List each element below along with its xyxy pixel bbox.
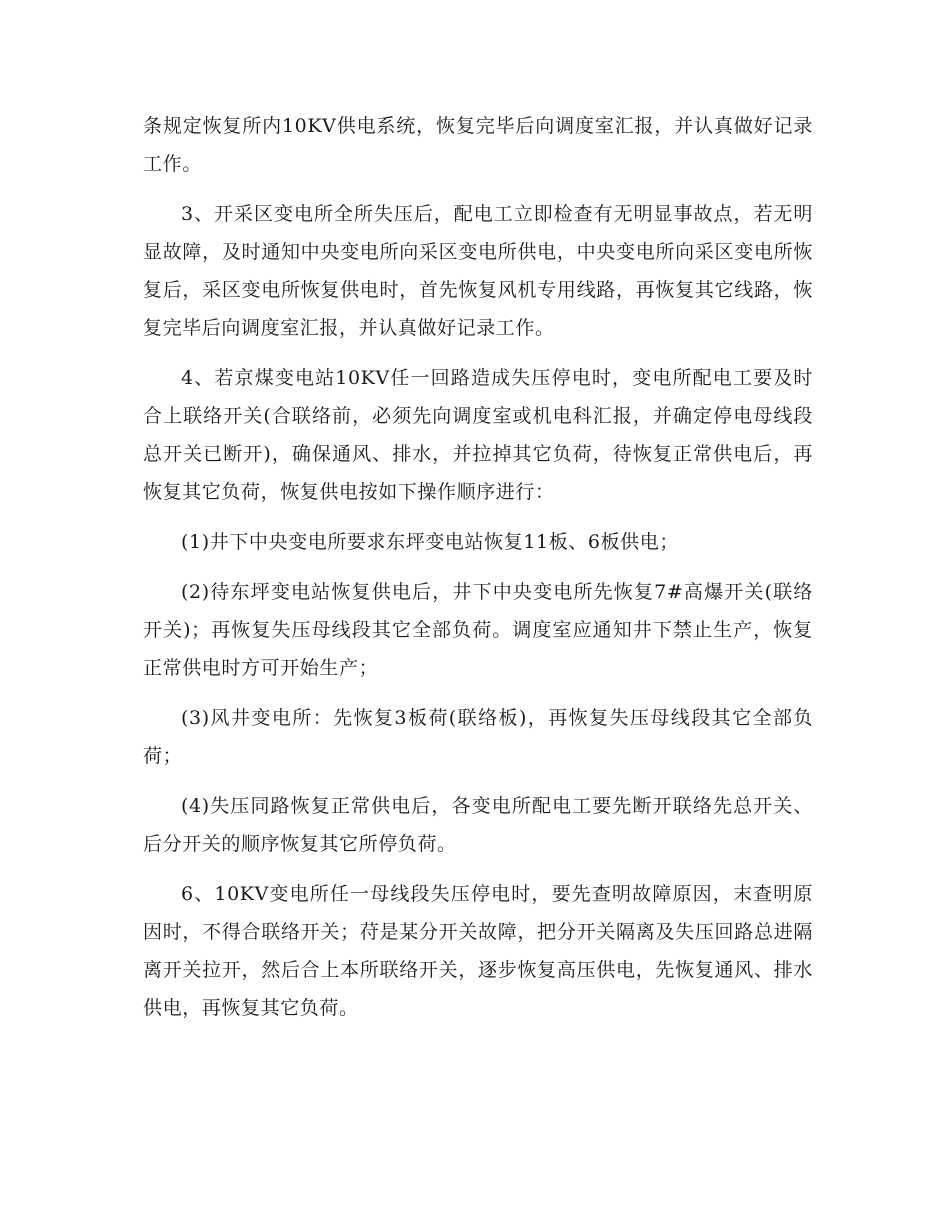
paragraph-subitem-1: (1)井下中央变电所要求东坪变电站恢复11板、6板供电； (181, 531, 679, 553)
paragraph-item-3: 3、开采区变电所全所失压后，配电工立即检查有无明显事故点，若无明显故障，及时通知中央变电所向采区变电所供电，中央变电所向采区变电所恢复后，采区变电所恢复供电时，首先恢复风机专用线路，再恢复其它线路，恢复完毕后向调度室汇报，并认真做好记录工作。 (143, 203, 813, 339)
paragraph-subitem-4: (4)失压同路恢复正常供电后，各变电所配电工要先断开联络先总开关、后分开关的顺序恢复其它所停负荷。 (143, 795, 813, 855)
paragraph-item-4: 4、若京煤变电站10KV任一回路造成失压停电时，变电所配电工要及时合上联络开关(合联络前，必须先向调度室或机电科汇报，并确定停电母线段总开关已断开)，确保通风、排水，并拉掉其它负荷，待恢复正常供电后，再恢复其它负荷，恢复供电按如下操作顺序进行： (143, 367, 813, 503)
paragraph-subitem-2: (2)待东坪变电站恢复供电后，井下中央变电所先恢复7#高爆开关(联络开关)；再恢复失压母线段其它全部负荷。调度室应通知井下禁止生产，恢复正常供电时方可开始生产； (143, 581, 813, 679)
paragraph-continuation: 条规定恢复所内10KV供电系统，恢复完毕后向调度室汇报，并认真做好记录工作。 (143, 115, 813, 175)
paragraph-item-6: 6、10KV变电所任一母线段失压停电时，要先查明故障原因，末查明原因时，不得合联络开关；苻是某分开关故障，把分开关隔离及失压回路总进隔离开关拉开，然后合上本所联络开关，逐步恢复高压供电，先恢复通风、排水供电，再恢复其它负荷。 (143, 883, 813, 1019)
paragraph-subitem-3: (3)风井变电所：先恢复3板荷(联络板)，再恢复失压母线段其它全部负荷； (143, 707, 813, 767)
document-body (143, 107, 813, 1039)
